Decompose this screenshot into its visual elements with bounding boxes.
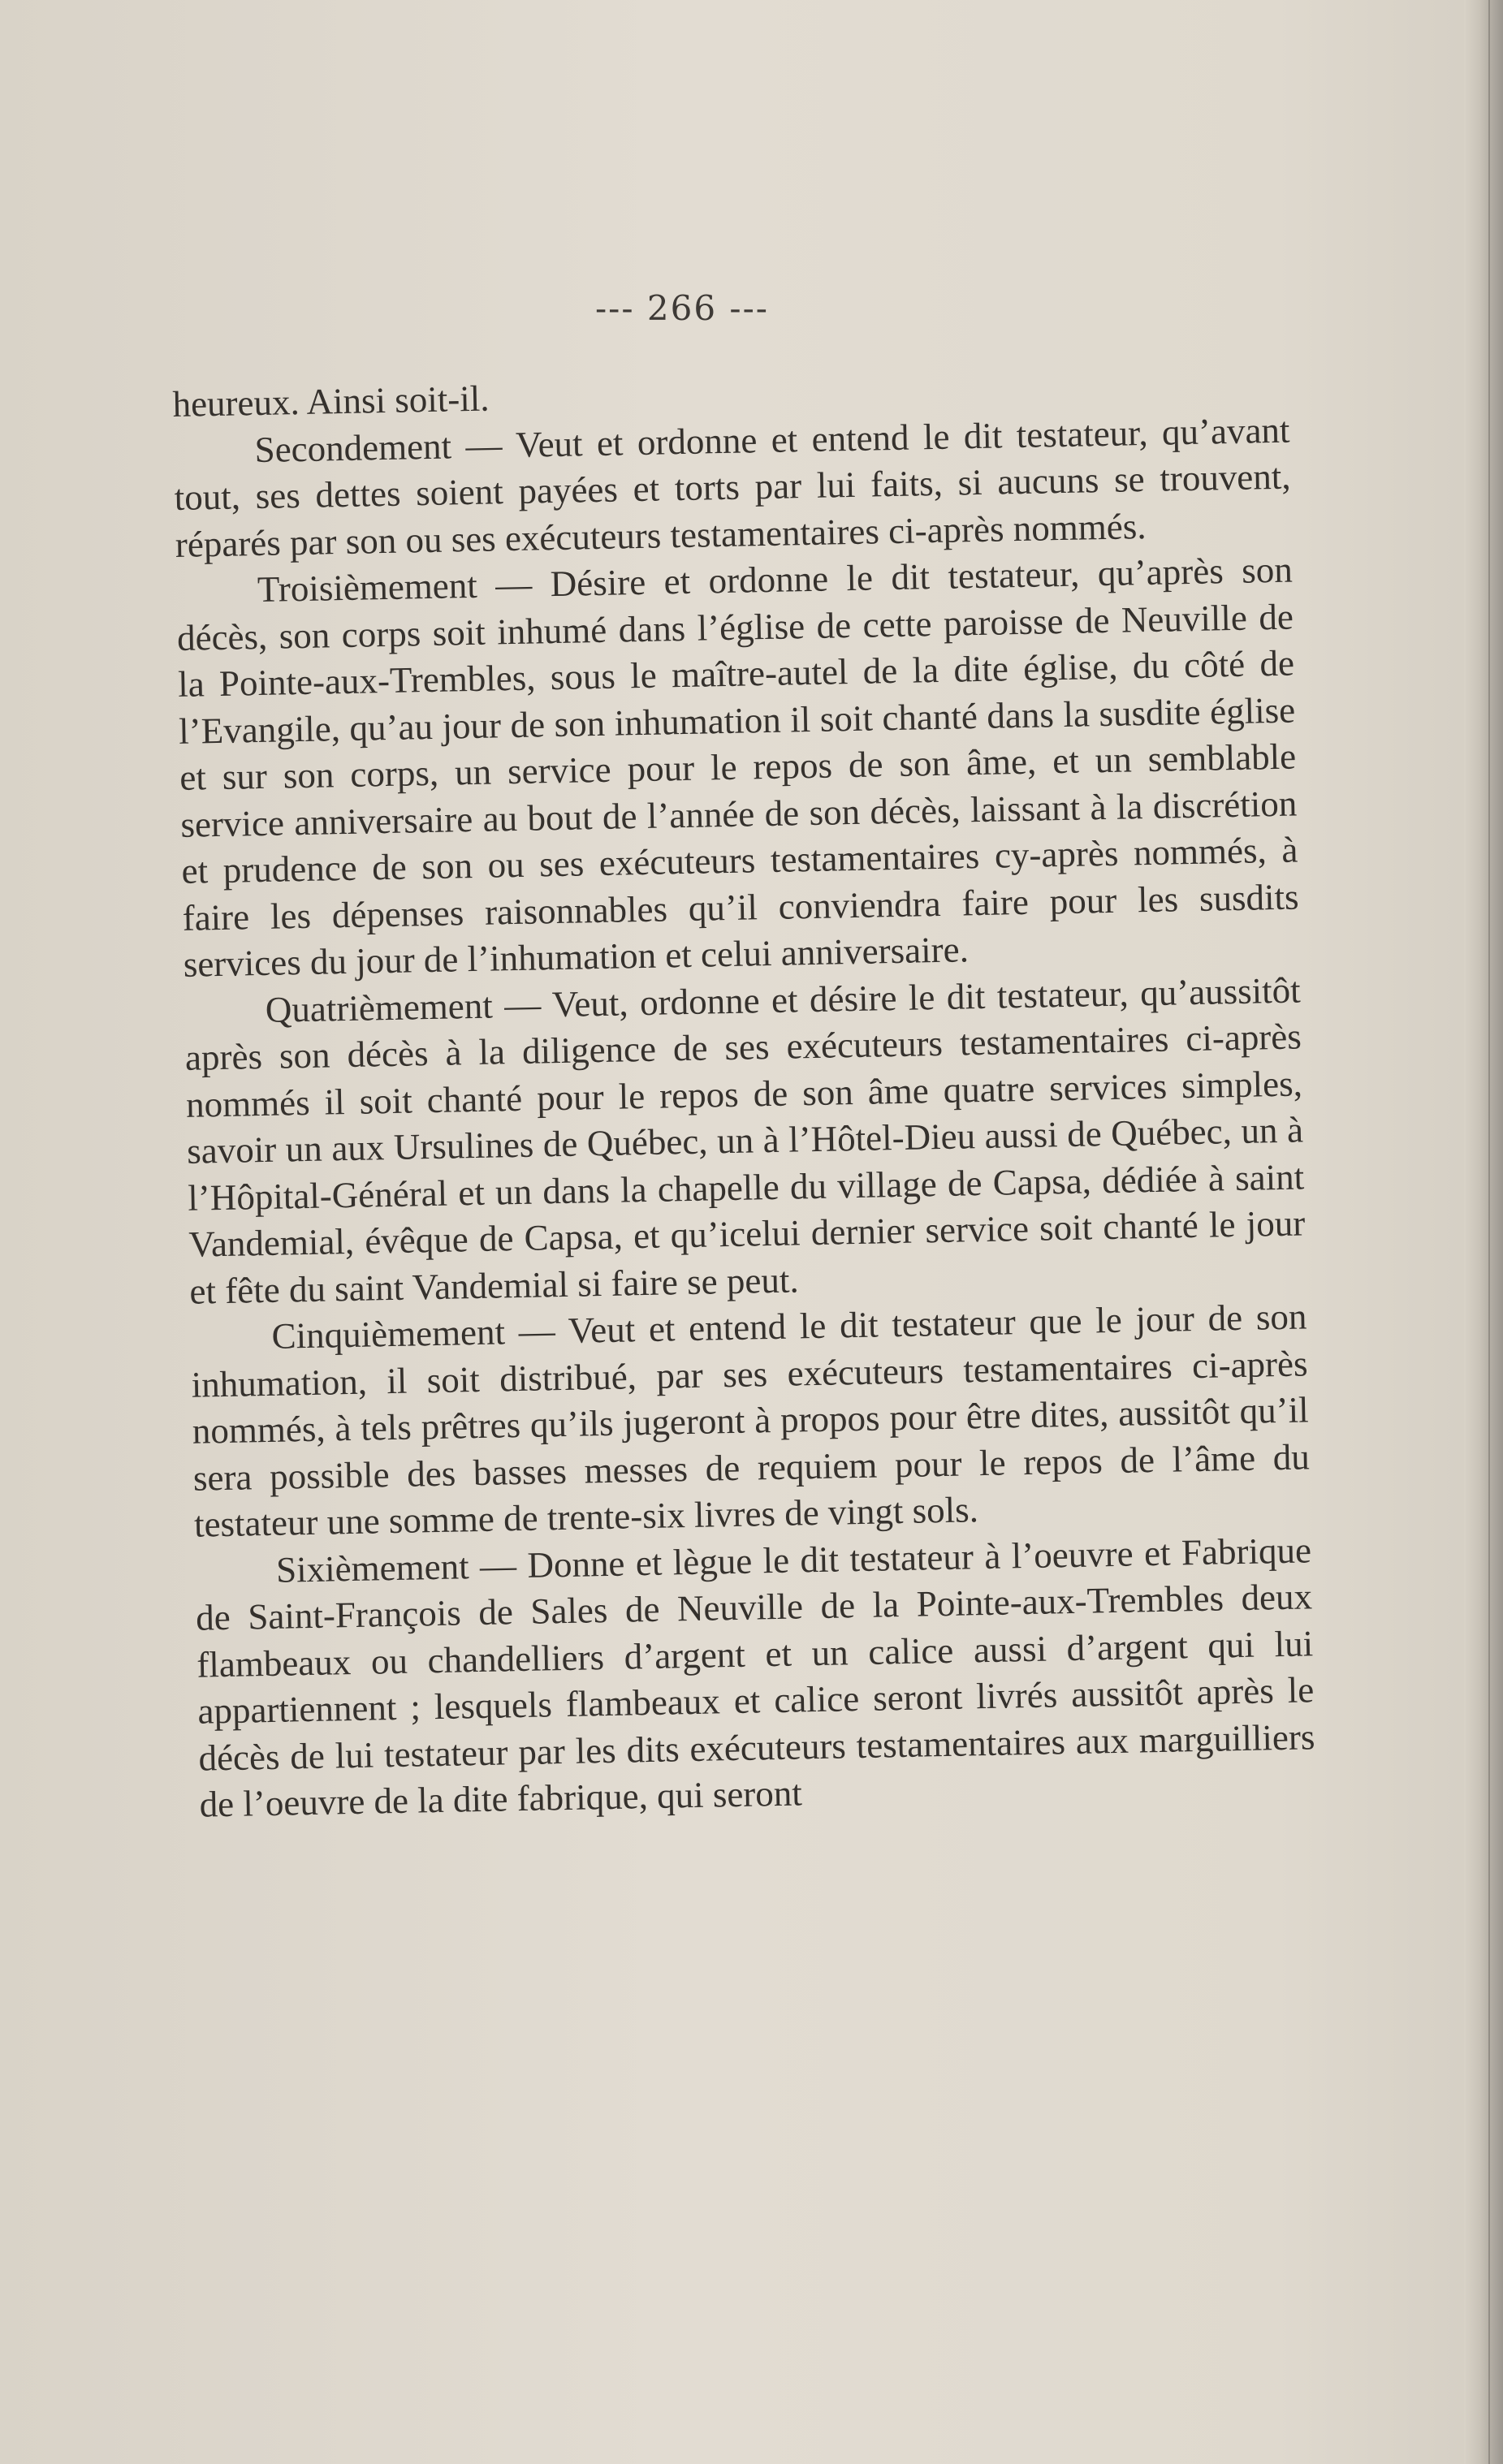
page-number: --- 266 --- [594,288,769,328]
paragraph-sixiemement: Sixièmement — Donne et lègue le dit testateur à l’oeuvre et Fabrique de Saint-François de Sales de Neuville de la Pointe-aux-Trembles deux flambeaux ou chandelliers d’argent et un calice aussi d’argent qui lui appartiennent ; lesquels flambeaux et calice seront livrés aussitôt après le décès de lui testateur par les dits exécuteurs testamentaires aux marguilliers de l’oeuvre de la dite fabrique, qui seront [195,1529,1315,1825]
paragraph-cinquiemement: Cinquièmement — Veut et entend le dit testateur que le jour de son inhumation, il soit distribué, par ses exécuteurs testamentaires ci-après nommés, à tels prêtres qu’ils jugeront à propos pour être dites, aussitôt qu’il sera possible des basses messes de requiem pour le repos de l’âme du testateur une somme de trente-six livres de vingt sols. [191,1296,1311,1545]
paragraph-secondement: Secondement — Veut et ordonne et entend le dit testateur, qu’avant tout, ses dettes soient payées et torts par lui faits, si aucuns se trouvent, réparés par son ou ses exécuteurs testamentaires ci-après nommés. [174,409,1291,565]
body-text [172,360,1316,1829]
paragraph-troisiemement: Troisièmement — Désire et ordonne le dit testateur, qu’après son décès, son corps soit inhumé dans l’église de cette paroisse de Neuville de la Pointe-aux-Trembles, sous le maître-autel de la dite église, du côté de l’Evangile, qu’au jour de son inhumation il soit chanté dans la susdite église et sur son corps, un service pour le repos de son âme, et un semblable service anniversaire au bout de l’année de son décès, laissant à la discrétion et prudence de son ou ses exécuteurs testamentaires cy-après nommés, à faire les dépenses raisonnables qu’il conviendra faire pour les susdits services du jour de l’inhumation et celui anniversaire. [176,549,1299,985]
paragraph-continuation: heureux. Ainsi soit-il. [172,378,490,425]
page-edge-shadow [1464,0,1503,2464]
paragraph-quatriemement: Quatrièmement — Veut, ordonne et désire le dit testateur, qu’aussitôt après son décès à la diligence de ses exécuteurs testamentaires ci-après nommés il soit chanté pour le repos de son âme quatre services simples, savoir un aux Ursulines de Québec, un à l’Hôtel-Dieu aussi de Québec, un à l’Hôpital-Général et un dans la chapelle du village de Capsa, dédiée à saint Vandemial, évêque de Capsa, et qu’icelui dernier service soit chanté le jour et fête du saint Vandemial si faire se peut. [184,969,1306,1312]
